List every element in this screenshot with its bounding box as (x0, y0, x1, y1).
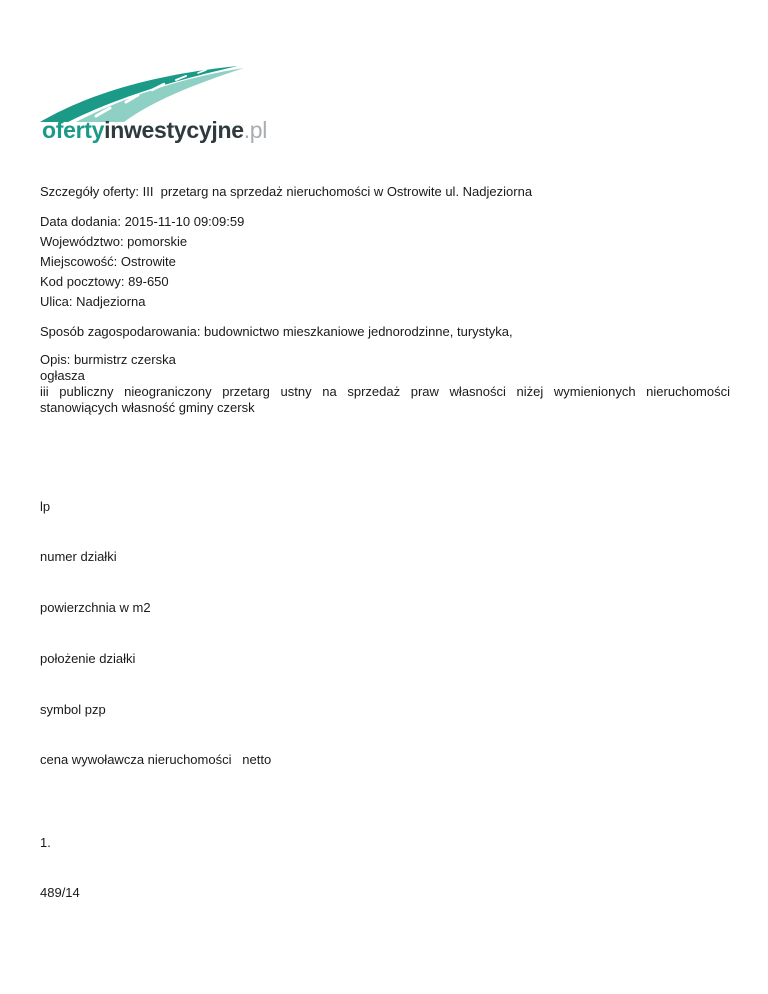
table-header-pzp-symbol: symbol pzp (40, 702, 106, 717)
table-header-starting-price: cena wywoławcza nieruchomości netto (40, 752, 272, 767)
town: Miejscowość: Ostrowite (40, 254, 176, 269)
logo-word-oferty: oferty (42, 117, 105, 143)
description-paragraph: iii publiczny nieograniczony przetarg ustny na sprzedaż praw własności niżej wymienionych nieruchomości stanowiących własność gminy czersk (40, 384, 730, 415)
table-header-location: położenie działki (40, 651, 136, 666)
description-line-2: ogłasza (40, 368, 85, 383)
logo-word-domain: .pl (243, 117, 268, 143)
description-line-1: Opis: burmistrz czerska (40, 352, 176, 367)
date-added: Data dodania: 2015-11-10 09:09:59 (40, 214, 245, 229)
logo-word-inwestycyjne: inwestycyjne (104, 117, 244, 143)
street: Ulica: Nadjeziorna (40, 294, 146, 309)
offer-content (40, 182, 730, 416)
road-logo-icon (38, 62, 248, 124)
table-header-lp: lp (40, 499, 51, 514)
table-header-parcel-number: numer działki (40, 549, 117, 564)
offer-details-title: Szczegóły oferty: III przetarg na sprzedaż nieruchomości w Ostrowite ul. Nadjeziorna (40, 184, 533, 199)
logo-wordmark (42, 117, 267, 144)
table-cell-lp: 1. (40, 835, 51, 850)
site-logo[interactable] (38, 62, 268, 152)
table-cell-parcel-number: 489/14 (40, 885, 80, 900)
development-type: Sposób zagospodarowania: budownictwo mieszkaniowe jednorodzinne, turystyka, (40, 324, 513, 339)
voivodeship: Województwo: pomorskie (40, 234, 188, 249)
postal-code: Kod pocztowy: 89-650 (40, 274, 169, 289)
table-header-area: powierzchnia w m2 (40, 600, 151, 615)
